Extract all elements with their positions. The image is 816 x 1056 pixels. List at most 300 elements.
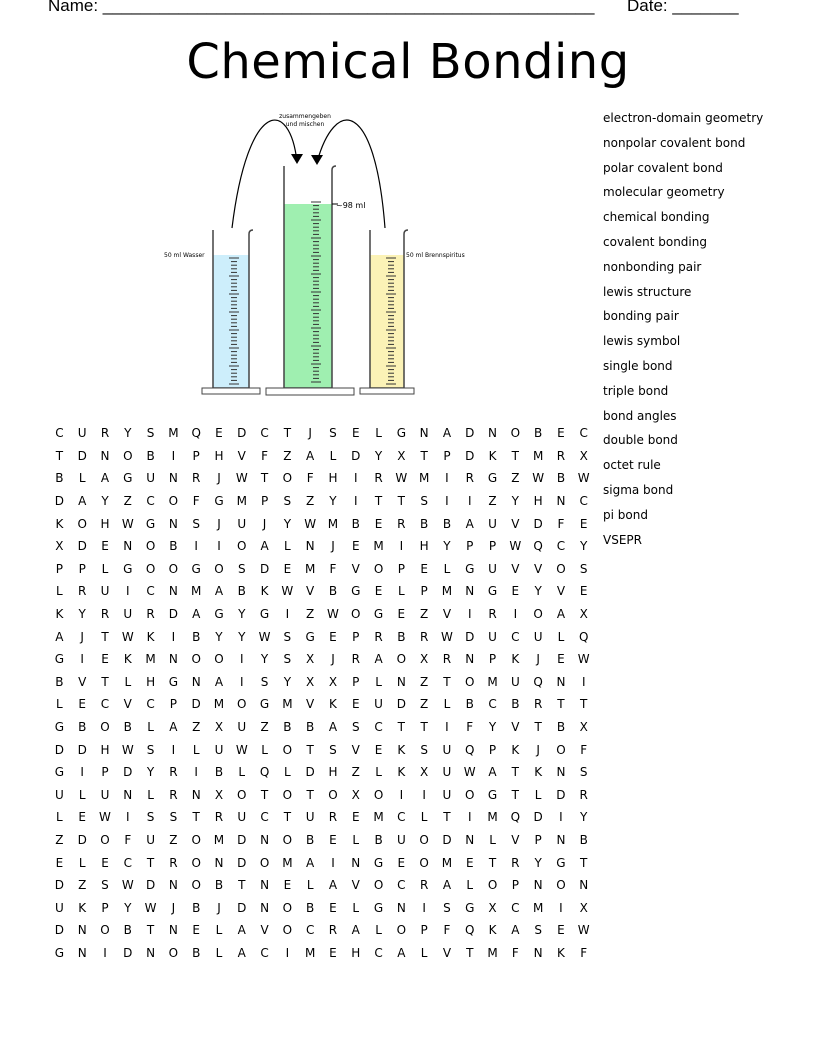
grid-letter: S [237, 561, 246, 576]
grid-letter: B [192, 900, 201, 915]
grid-letter: Q [533, 539, 543, 554]
grid-letter: L [78, 787, 86, 802]
grid-letter: I [126, 584, 130, 599]
grid-letter: B [465, 697, 474, 712]
grid-letter: E [397, 607, 406, 622]
grid-row [48, 603, 595, 626]
grid-row [48, 671, 595, 694]
grid-row [48, 761, 595, 784]
grid-letter: P [260, 494, 269, 509]
grid-letter: M [373, 810, 384, 825]
grid-letter: O [145, 539, 156, 554]
grid-letter: D [237, 855, 247, 870]
grid-letter: M [282, 855, 293, 870]
grid-row [48, 512, 595, 535]
grid-letter: Y [580, 539, 588, 554]
grid-letter: N [465, 652, 475, 667]
grid-letter: D [237, 832, 247, 847]
grid-letter: R [169, 765, 178, 780]
grid-letter: S [192, 516, 200, 531]
grid-letter: K [488, 448, 497, 463]
grid-letter: G [168, 674, 179, 689]
word-list-item: pi bond [603, 507, 648, 522]
grid-letter: D [259, 561, 270, 576]
grid-letter: H [419, 539, 429, 554]
grid-row [48, 919, 595, 942]
grid-letter: Q [191, 426, 201, 441]
word-list-item: single bond [603, 358, 673, 373]
grid-letter: N [556, 494, 566, 509]
graduated-cylinders-icon [160, 108, 480, 402]
grid-letter: G [305, 629, 315, 644]
grid-letter: L [375, 923, 382, 938]
grid-letter: E [329, 832, 337, 847]
grid-letter: A [351, 923, 360, 938]
grid-letter: B [55, 471, 64, 486]
grid-letter: E [101, 539, 109, 554]
grid-letter: R [397, 516, 406, 531]
grid-letter: R [442, 652, 452, 667]
grid-letter: P [466, 539, 474, 554]
grid-letter: L [398, 584, 405, 599]
grid-letter: G [373, 855, 384, 870]
grid-letter: U [442, 787, 452, 802]
grid-letter: N [419, 426, 429, 441]
grid-letter: L [306, 878, 314, 893]
grid-letter: M [327, 516, 339, 531]
grid-letter: T [488, 855, 497, 870]
grid-letter: U [237, 516, 247, 531]
grid-letter: B [306, 720, 315, 735]
grid-letter: L [466, 878, 474, 893]
grid-letter: L [352, 832, 360, 847]
grid-letter: P [443, 448, 451, 463]
grid-letter: L [192, 742, 200, 757]
grid-letter: Y [534, 584, 542, 599]
grid-letter: C [579, 494, 588, 509]
grid-letter: X [214, 787, 224, 802]
grid-letter: P [55, 561, 64, 576]
grid-row [48, 648, 595, 671]
grid-letter: E [465, 855, 474, 870]
grid-letter: V [511, 832, 520, 847]
grid-letter: A [306, 855, 315, 870]
grid-letter: G [259, 607, 270, 622]
grid-letter: W [463, 765, 476, 780]
date-line: Date: _______ [627, 0, 739, 15]
grid-letter: M [304, 945, 316, 960]
grid-letter: G [214, 494, 224, 509]
grid-letter: T [511, 787, 519, 802]
grid-letter: I [285, 945, 290, 960]
grid-letter: R [328, 923, 338, 938]
grid-letter: R [214, 810, 224, 825]
grid-letter: L [534, 787, 542, 802]
grid-letter: F [580, 945, 588, 960]
grid-letter: X [579, 900, 588, 915]
grid-letter: U [237, 720, 247, 735]
grid-letter: K [488, 923, 497, 938]
grid-row [48, 445, 595, 468]
grid-letter: A [260, 539, 269, 554]
grid-letter: L [443, 561, 451, 576]
grid-letter: N [396, 674, 406, 689]
grid-letter: I [445, 494, 449, 509]
grid-letter: G [487, 787, 498, 802]
grid-letter: B [511, 697, 520, 712]
grid-letter: I [103, 945, 107, 960]
grid-letter: T [283, 810, 292, 825]
grid-letter: S [101, 878, 109, 893]
grid-letter: O [100, 720, 110, 735]
grid-letter: M [168, 426, 179, 441]
word-list-item: electron-domain geometry [603, 111, 764, 125]
header [48, 0, 739, 16]
grid-letter: F [443, 923, 451, 938]
grid-letter: I [353, 494, 358, 509]
grid-letter: T [397, 720, 406, 735]
grid-letter: C [305, 923, 315, 938]
grid-letter: I [422, 900, 426, 915]
grid-letter: W [327, 607, 339, 622]
grid-letter: J [217, 471, 221, 486]
grid-letter: O [556, 742, 566, 757]
grid-letter: L [284, 765, 291, 780]
grid-letter: I [445, 471, 449, 486]
grid-letter: K [534, 765, 543, 780]
grid-letter: Y [124, 426, 132, 441]
grid-letter: T [374, 494, 383, 509]
grid-letter: U [488, 516, 497, 531]
grid-letter: O [373, 561, 384, 576]
grid-letter: Z [420, 607, 429, 622]
grid-row [48, 490, 595, 513]
grid-letter: R [351, 652, 360, 667]
grid-letter: M [441, 855, 453, 870]
grid-letter: R [100, 426, 110, 441]
grid-letter: Z [351, 765, 360, 780]
grid-letter: P [488, 539, 497, 554]
grid-letter: Y [101, 494, 109, 509]
grid-letter: G [396, 426, 406, 441]
grid-letter: K [146, 629, 155, 644]
grid-letter: O [328, 787, 338, 802]
grid-letter: O [351, 607, 361, 622]
grid-letter: O [419, 832, 429, 847]
grid-letter: D [77, 742, 87, 757]
grid-letter: O [191, 878, 201, 893]
grid-letter: V [123, 697, 132, 712]
grid-letter: V [351, 878, 360, 893]
grid-letter: Q [465, 742, 475, 757]
word-list-item: triple bond [603, 383, 669, 398]
grid-letter: W [441, 629, 453, 644]
word-list-item: polar covalent bond [603, 160, 723, 175]
grid-letter: O [282, 471, 293, 486]
grid-letter: E [420, 561, 428, 576]
grid-row [48, 535, 595, 558]
grid-letter: P [352, 674, 360, 689]
grid-letter: N [168, 652, 178, 667]
grid-letter: O [487, 878, 498, 893]
grid-letter: C [146, 697, 155, 712]
right-label: 50 ml Brennspiritus [406, 252, 465, 259]
page-title: Chemical Bonding [186, 34, 630, 90]
grid-letter: T [306, 787, 314, 802]
grid-letter: Y [511, 494, 519, 509]
word-list-item: lewis structure [603, 284, 692, 299]
grid-letter: I [399, 787, 404, 802]
grid-letter: I [80, 765, 84, 780]
top-label-line1: zusammengeben [279, 113, 331, 120]
grid-letter: B [214, 765, 224, 780]
grid-letter: R [488, 607, 497, 622]
grid-letter: H [100, 742, 110, 757]
grid-letter: P [78, 561, 86, 576]
grid-letter: D [123, 765, 133, 780]
grid-letter: J [262, 516, 267, 531]
grid-row [48, 851, 595, 874]
grid-letter: L [352, 900, 360, 915]
grid-letter: L [375, 674, 382, 689]
name-line: Name: ____________________________________________________ [48, 0, 595, 15]
grid-letter: Z [55, 832, 64, 847]
grid-letter: T [260, 787, 269, 802]
grid-letter: G [351, 584, 361, 599]
grid-letter: M [487, 945, 498, 960]
grid-letter: M [532, 448, 544, 463]
grid-letter: I [194, 539, 198, 554]
grid-letter: C [260, 426, 269, 441]
grid-letter: R [419, 629, 429, 644]
grid-letter: B [214, 878, 224, 893]
grid-letter: N [556, 674, 566, 689]
grid-letter: H [100, 516, 110, 531]
grid-letter: E [329, 629, 337, 644]
grid-letter: S [283, 629, 292, 644]
grid-letter: P [511, 878, 519, 893]
grid-letter: T [420, 448, 428, 463]
grid-letter: I [445, 720, 449, 735]
grid-letter: O [123, 448, 133, 463]
grid-letter: A [328, 878, 338, 893]
grid-letter: A [511, 923, 520, 938]
grid-letter: M [304, 561, 316, 576]
grid-row [48, 942, 595, 965]
grid-letter: X [488, 900, 497, 915]
grid-letter: T [443, 674, 451, 689]
grid-letter: O [396, 652, 407, 667]
grid-letter: S [420, 742, 428, 757]
grid-letter: E [101, 652, 109, 667]
grid-letter: F [306, 471, 314, 486]
grid-letter: A [374, 652, 383, 667]
grid-letter: W [509, 539, 522, 554]
grid-letter: Y [238, 607, 246, 622]
grid-row [48, 806, 595, 829]
grid-letter: Y [329, 494, 337, 509]
grid-letter: Y [283, 516, 292, 531]
grid-letter: N [556, 765, 566, 780]
grid-letter: V [306, 584, 315, 599]
word-list-item: bonding pair [603, 309, 679, 324]
grid-letter: A [442, 426, 452, 441]
grid-letter: B [169, 539, 178, 554]
grid-letter: D [533, 516, 543, 531]
grid-letter: N [465, 832, 475, 847]
grid-letter: R [511, 855, 520, 870]
grid-letter: S [146, 810, 155, 825]
grid-letter: O [77, 516, 87, 531]
grid-letter: Q [510, 810, 521, 825]
grid-letter: G [54, 945, 65, 960]
grid-letter: T [55, 448, 64, 463]
grid-letter: P [352, 629, 360, 644]
grid-letter: Z [78, 878, 87, 893]
grid-letter: V [556, 584, 566, 599]
grid-letter: X [328, 674, 338, 689]
grid-letter: O [465, 674, 475, 689]
grid-letter: P [192, 448, 200, 463]
grid-letter: O [214, 561, 224, 576]
grid-letter: Y [283, 674, 292, 689]
word-list-item: nonbonding pair [603, 259, 702, 274]
grid-letter: C [397, 878, 406, 893]
grid-letter: N [579, 878, 589, 893]
grid-letter: B [579, 832, 588, 847]
grid-letter: D [465, 629, 475, 644]
grid-letter: V [306, 697, 315, 712]
grid-letter: D [237, 426, 247, 441]
grid-letter: T [306, 742, 314, 757]
grid-letter: P [101, 900, 109, 915]
grid-letter: M [487, 810, 498, 825]
grid-letter: M [213, 697, 225, 712]
grid-letter: N [260, 832, 270, 847]
grid-letter: A [306, 448, 315, 463]
grid-letter: I [559, 810, 563, 825]
grid-letter: D [237, 900, 247, 915]
grid-letter: K [397, 765, 406, 780]
grid-letter: W [258, 629, 271, 644]
grid-letter: R [374, 629, 383, 644]
grid-letter: E [374, 584, 383, 599]
grid-letter: K [260, 584, 269, 599]
grid-letter: E [557, 923, 565, 938]
grid-letter: U [374, 697, 383, 712]
grid-letter: W [532, 471, 545, 486]
grid-letter: T [534, 720, 542, 735]
grid-letter: X [351, 787, 360, 802]
grid-letter: F [557, 516, 565, 531]
grid-letter: B [306, 832, 315, 847]
grid-letter: H [214, 448, 224, 463]
grid-letter: T [238, 878, 246, 893]
grid-letter: G [373, 900, 384, 915]
grid-letter: X [306, 652, 315, 667]
grid-row [48, 874, 595, 897]
grid-letter: H [533, 494, 543, 509]
grid-letter: V [351, 742, 360, 757]
grid-letter: F [466, 720, 474, 735]
grid-letter: E [579, 584, 588, 599]
grid-letter: E [557, 426, 565, 441]
grid-letter: V [78, 674, 87, 689]
grid-letter: I [240, 652, 244, 667]
word-list-item: lewis symbol [603, 334, 681, 349]
grid-letter: X [306, 674, 315, 689]
grid-letter: M [532, 900, 544, 915]
grid-letter: Z [488, 494, 497, 509]
grid-letter: G [487, 471, 498, 486]
grid-letter: C [511, 900, 520, 915]
grid-letter: R [579, 787, 588, 802]
grid-letter: G [54, 720, 65, 735]
grid-letter: D [191, 697, 201, 712]
grid-letter: D [54, 878, 65, 893]
grid-letter: L [261, 742, 268, 757]
grid-letter: M [282, 697, 293, 712]
grid-letter: N [533, 945, 543, 960]
grid-letter: N [123, 539, 133, 554]
grid-letter: G [487, 584, 498, 599]
grid-letter: I [217, 539, 221, 554]
grid-letter: O [100, 832, 110, 847]
grid-letter: W [577, 923, 590, 938]
grid-letter: W [235, 471, 248, 486]
grid-row [48, 829, 595, 852]
grid-letter: E [351, 426, 360, 441]
grid-letter: I [171, 448, 176, 463]
grid-letter: C [397, 810, 406, 825]
grid-letter: N [214, 855, 224, 870]
grid-letter: T [580, 697, 588, 712]
grid-letter: Y [580, 810, 588, 825]
grid-letter: F [261, 448, 269, 463]
grid-letter: Y [78, 607, 86, 622]
grid-letter: V [511, 561, 520, 576]
grid-letter: U [55, 787, 64, 802]
grid-letter: C [146, 584, 155, 599]
grid-letter: U [146, 471, 155, 486]
grid-letter: T [511, 765, 519, 780]
grid-letter: L [443, 697, 451, 712]
grid-letter: E [55, 855, 64, 870]
grid-letter: M [236, 494, 247, 509]
grid-letter: W [281, 584, 294, 599]
grid-row [48, 896, 595, 919]
grid-letter: N [123, 787, 133, 802]
grid-letter: O [214, 652, 224, 667]
grid-letter: T [146, 855, 155, 870]
grid-letter: L [420, 945, 428, 960]
grid-letter: T [443, 810, 451, 825]
grid-letter: T [260, 471, 269, 486]
word-list-item: VSEPR [603, 532, 642, 547]
grid-letter: N [533, 878, 543, 893]
grid-row [48, 784, 595, 807]
grid-letter: O [282, 900, 293, 915]
grid-letter: O [533, 607, 543, 622]
grid-letter: V [511, 516, 520, 531]
grid-letter: W [99, 810, 111, 825]
word-list-item: chemical bonding [603, 210, 710, 225]
grid-letter: X [420, 765, 429, 780]
grid-letter: J [536, 652, 540, 667]
grid-letter: E [283, 878, 292, 893]
grid-letter: C [260, 810, 269, 825]
grid-letter: O [282, 923, 293, 938]
